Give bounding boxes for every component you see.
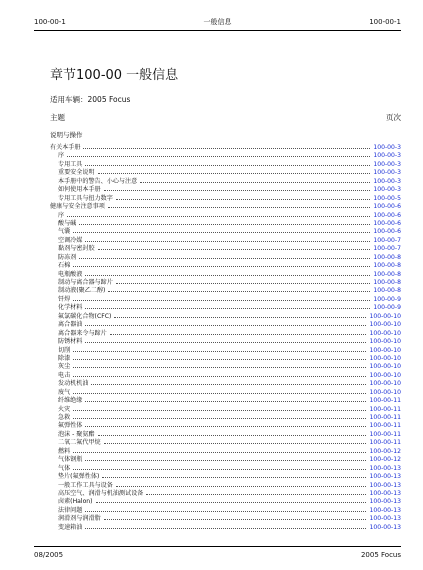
toc-entry-label: 除漆 bbox=[58, 354, 71, 362]
toc-page-link[interactable]: 100-00-3 bbox=[373, 144, 401, 151]
header-divider bbox=[34, 30, 401, 31]
page-header bbox=[34, 16, 401, 28]
toc-entry[interactable] bbox=[50, 295, 401, 303]
toc-page-link[interactable]: 100-00-10 bbox=[369, 354, 401, 362]
dot-leader bbox=[85, 236, 370, 242]
toc-entry[interactable] bbox=[50, 202, 401, 210]
toc-entry-label: 序 bbox=[58, 211, 65, 219]
page-title: 章节100-00 一般信息 bbox=[50, 68, 179, 83]
toc-entry[interactable] bbox=[50, 489, 401, 497]
toc-page-link[interactable]: 100-00-13 bbox=[369, 506, 401, 514]
toc-entry-label: 法律问题 bbox=[58, 506, 83, 514]
toc-entry-label: 灰尘 bbox=[58, 363, 71, 371]
toc-entry-label: 电击 bbox=[58, 371, 71, 379]
toc-entry-label: 制动与离合器与蹄片 bbox=[58, 279, 113, 286]
toc-page-link[interactable]: 100-00-13 bbox=[369, 481, 401, 489]
dot-leader bbox=[73, 464, 366, 470]
toc-entry-label: 防冻剂 bbox=[58, 253, 77, 261]
dot-leader bbox=[102, 472, 366, 478]
toc-entry-label: 离合器油 bbox=[58, 321, 83, 329]
toc-entry[interactable] bbox=[50, 379, 401, 387]
toc-page-link[interactable]: 100-00-6 bbox=[373, 219, 401, 227]
footer-model: 2005 Focus bbox=[360, 551, 401, 559]
toc-page-link[interactable]: 100-00-10 bbox=[369, 380, 401, 388]
toc-entry-label: 燃料 bbox=[58, 447, 71, 455]
toc-entry[interactable] bbox=[50, 227, 401, 235]
toc-entry[interactable] bbox=[50, 303, 401, 311]
toc-page-link[interactable]: 100-00-8 bbox=[373, 253, 401, 261]
toc-entry[interactable] bbox=[50, 177, 401, 185]
toc-page-link[interactable]: 100-00-10 bbox=[369, 363, 401, 371]
toc-page-link[interactable]: 100-00-10 bbox=[369, 346, 401, 354]
dot-leader bbox=[73, 388, 366, 394]
page-column-header: 页次 bbox=[386, 113, 401, 122]
dot-leader bbox=[104, 185, 371, 191]
dot-leader bbox=[67, 211, 370, 217]
toc-entry[interactable] bbox=[50, 194, 401, 202]
toc-page-link[interactable]: 100-00-7 bbox=[373, 236, 401, 244]
toc-entry[interactable] bbox=[50, 143, 401, 151]
toc-page-link[interactable]: 100-00-7 bbox=[373, 245, 401, 253]
toc-entry[interactable] bbox=[50, 438, 401, 446]
toc-page-link[interactable]: 100-00-11 bbox=[369, 414, 401, 421]
dot-leader bbox=[85, 270, 370, 276]
dot-leader bbox=[79, 253, 370, 259]
header-title: 一般信息 bbox=[203, 18, 232, 26]
toc-page-link[interactable]: 100-00-13 bbox=[369, 464, 401, 472]
toc-entry-label: 空调冷媒 bbox=[58, 236, 83, 244]
toc-page-link[interactable]: 100-00-3 bbox=[373, 177, 401, 185]
toc-entry[interactable] bbox=[50, 253, 401, 261]
toc-page-link[interactable]: 100-00-3 bbox=[373, 152, 401, 160]
dot-leader bbox=[85, 523, 366, 529]
dot-leader bbox=[98, 168, 371, 174]
toc-entry-label: 垫片(氟弹性体) bbox=[58, 473, 100, 481]
toc-page-link[interactable]: 100-00-11 bbox=[369, 430, 401, 438]
toc-entry[interactable] bbox=[50, 236, 401, 244]
toc-entry[interactable] bbox=[50, 472, 401, 480]
toc-page-link[interactable]: 100-00-10 bbox=[369, 312, 401, 320]
dot-leader bbox=[79, 219, 370, 225]
toc-page-link[interactable]: 100-00-12 bbox=[369, 447, 401, 455]
toc-page-link[interactable]: 100-00-9 bbox=[373, 304, 401, 312]
toc-entry-label: 气体钢瓶 bbox=[58, 456, 83, 464]
section-heading: 说明与操作 bbox=[50, 131, 83, 139]
dot-leader bbox=[108, 202, 370, 208]
toc-entry[interactable] bbox=[50, 261, 401, 269]
toc-entry[interactable] bbox=[50, 413, 401, 421]
header-section-number-right: 100-00-1 bbox=[369, 18, 401, 26]
dot-leader bbox=[98, 430, 367, 436]
toc-page-link[interactable]: 100-00-9 bbox=[373, 295, 401, 303]
footer-divider bbox=[34, 546, 401, 547]
toc-page-link[interactable]: 100-00-11 bbox=[369, 439, 401, 447]
dot-leader bbox=[73, 413, 366, 419]
toc-entry-label: 废气 bbox=[58, 388, 71, 396]
toc-entry[interactable] bbox=[50, 447, 401, 455]
toc-entry[interactable] bbox=[50, 270, 401, 278]
dot-leader bbox=[73, 227, 370, 233]
toc-page-link[interactable]: 100-00-13 bbox=[369, 498, 401, 506]
page-footer bbox=[34, 549, 401, 561]
toc-entry[interactable] bbox=[50, 337, 401, 345]
toc-page-link[interactable]: 100-00-13 bbox=[369, 523, 401, 531]
toc-page-link[interactable]: 100-00-13 bbox=[369, 489, 401, 497]
toc-page-link[interactable]: 100-00-8 bbox=[373, 270, 401, 278]
toc-page-link[interactable]: 100-00-3 bbox=[373, 160, 401, 168]
toc-page-link[interactable]: 100-00-8 bbox=[373, 262, 401, 270]
toc-entry-label: 二氧二氟代甲烷 bbox=[58, 439, 101, 447]
toc-entry[interactable] bbox=[50, 506, 401, 514]
dot-leader bbox=[73, 261, 370, 267]
table-of-contents bbox=[50, 143, 401, 531]
toc-entry[interactable] bbox=[50, 312, 401, 320]
dot-leader bbox=[73, 354, 366, 360]
toc-entry[interactable] bbox=[50, 286, 401, 294]
toc-entry[interactable] bbox=[50, 329, 401, 337]
toc-entry-label: 离合器来令与蹄片 bbox=[58, 329, 107, 337]
toc-page-link[interactable]: 100-00-3 bbox=[373, 186, 401, 194]
toc-entry-label: 专用工具 bbox=[58, 160, 83, 168]
toc-entry[interactable] bbox=[50, 346, 401, 354]
toc-entry[interactable] bbox=[50, 523, 401, 531]
toc-entry-label: 专用工具与扭力数字 bbox=[58, 194, 113, 202]
toc-page-link[interactable]: 100-00-10 bbox=[369, 388, 401, 396]
dot-leader bbox=[110, 329, 367, 335]
toc-entry-label: 急救 bbox=[58, 414, 71, 421]
toc-page-link[interactable]: 100-00-11 bbox=[369, 405, 401, 413]
toc-entry[interactable] bbox=[50, 185, 401, 193]
toc-entry[interactable] bbox=[50, 421, 401, 429]
toc-entry-label: 钎焊 bbox=[58, 295, 71, 303]
dot-leader bbox=[85, 160, 370, 166]
dot-leader bbox=[116, 278, 370, 284]
toc-entry[interactable] bbox=[50, 396, 401, 404]
dot-leader bbox=[85, 320, 366, 326]
toc-entry-label: 发动机机油 bbox=[58, 380, 89, 388]
toc-page-link[interactable]: 100-00-10 bbox=[369, 321, 401, 329]
toc-entry[interactable] bbox=[50, 168, 401, 176]
dot-leader bbox=[73, 362, 366, 368]
toc-entry[interactable] bbox=[50, 455, 401, 463]
dot-leader bbox=[83, 143, 370, 149]
toc-entry[interactable] bbox=[50, 219, 401, 227]
toc-entry[interactable] bbox=[50, 278, 401, 286]
toc-entry-label: 氟氯碳化合物(CFC) bbox=[58, 312, 112, 320]
toc-entry-label: 气体 bbox=[58, 464, 71, 472]
footer-date: 08/2005 bbox=[34, 551, 64, 559]
toc-entry-label: 一般工作工具与设备 bbox=[58, 481, 113, 489]
toc-page-link[interactable]: 100-00-3 bbox=[373, 169, 401, 177]
toc-entry-label: 纤维绝缘 bbox=[58, 397, 83, 405]
dot-leader bbox=[73, 447, 366, 453]
toc-entry-label: 如何使用本手册 bbox=[58, 186, 101, 194]
toc-entry-label: 变速箱油 bbox=[58, 523, 83, 531]
toc-page-link[interactable]: 100-00-6 bbox=[373, 228, 401, 236]
toc-entry-label: 润滑剂与润滑脂 bbox=[58, 515, 101, 523]
toc-entry-label: 电瓶酸液 bbox=[58, 270, 83, 278]
dot-leader bbox=[116, 481, 367, 487]
dot-leader bbox=[104, 514, 367, 520]
toc-entry-label: 高压空气、润滑与机油测试设备 bbox=[58, 489, 144, 497]
toc-entry[interactable] bbox=[50, 464, 401, 472]
dot-leader bbox=[73, 346, 366, 352]
dot-leader bbox=[67, 151, 370, 157]
toc-entry[interactable] bbox=[50, 514, 401, 522]
toc-entry-label: 石棉 bbox=[58, 262, 71, 270]
toc-entry-label: 黏剂与密封胶 bbox=[58, 245, 95, 253]
dot-leader bbox=[73, 371, 366, 377]
toc-entry[interactable] bbox=[50, 160, 401, 168]
dot-leader bbox=[108, 286, 370, 292]
toc-page-link[interactable]: 100-00-12 bbox=[369, 456, 401, 464]
toc-entry[interactable] bbox=[50, 371, 401, 379]
dot-leader bbox=[98, 244, 371, 250]
toc-page-link[interactable]: 100-00-10 bbox=[369, 329, 401, 337]
toc-entry-label: 化学材料 bbox=[58, 304, 83, 312]
toc-entry[interactable] bbox=[50, 405, 401, 413]
toc-page-link[interactable]: 100-00-10 bbox=[369, 371, 401, 379]
dot-leader bbox=[146, 489, 366, 495]
toc-entry[interactable] bbox=[50, 362, 401, 370]
toc-entry[interactable] bbox=[50, 244, 401, 252]
toc-page-link[interactable]: 100-00-13 bbox=[369, 473, 401, 481]
toc-page-link[interactable]: 100-00-13 bbox=[369, 515, 401, 523]
toc-entry[interactable] bbox=[50, 481, 401, 489]
toc-entry[interactable] bbox=[50, 497, 401, 505]
dot-leader bbox=[85, 506, 366, 512]
toc-entry[interactable] bbox=[50, 354, 401, 362]
toc-entry-label: 有关本手册 bbox=[50, 144, 81, 151]
dot-leader bbox=[73, 295, 370, 301]
header-section-number-left: 100-00-1 bbox=[34, 18, 66, 26]
toc-entry-label: 健康与安全注意事项 bbox=[50, 203, 105, 211]
toc-entry-label: 序 bbox=[58, 152, 65, 160]
dot-leader bbox=[85, 455, 366, 461]
toc-page-link[interactable]: 100-00-10 bbox=[369, 338, 401, 346]
toc-entry[interactable] bbox=[50, 320, 401, 328]
dot-leader bbox=[96, 497, 367, 503]
toc-entry-label: 酸与碱 bbox=[58, 219, 77, 227]
toc-entry-label: 泡沫 - 聚氨酯 bbox=[58, 430, 95, 438]
toc-entry-label: 切削 bbox=[58, 346, 71, 354]
toc-entry[interactable] bbox=[50, 430, 401, 438]
toc-entry-label: 制动液(聚乙二醇) bbox=[58, 287, 106, 295]
topic-column-header: 主题 bbox=[50, 113, 65, 122]
toc-entry-label: 重要安全说明 bbox=[58, 169, 95, 177]
toc-page-link[interactable]: 100-00-6 bbox=[373, 211, 401, 219]
dot-leader bbox=[104, 438, 367, 444]
toc-entry[interactable] bbox=[50, 388, 401, 396]
dot-leader bbox=[85, 303, 370, 309]
toc-entry-label: 防锈材料 bbox=[58, 338, 83, 346]
dot-leader bbox=[85, 421, 366, 427]
dot-leader bbox=[91, 379, 366, 385]
dot-leader bbox=[85, 396, 366, 402]
toc-entry-label: 卤素(Halon) bbox=[58, 498, 93, 506]
applicable-vehicle: 适用车辆：2005 Focus bbox=[50, 95, 131, 104]
toc-page-link[interactable]: 100-00-8 bbox=[373, 287, 401, 295]
toc-page-link[interactable]: 100-00-5 bbox=[373, 194, 401, 202]
dot-leader bbox=[85, 337, 366, 343]
toc-entry-label: 气囊 bbox=[58, 228, 71, 236]
dot-leader bbox=[116, 194, 370, 200]
dot-leader bbox=[140, 177, 370, 183]
toc-entry[interactable] bbox=[50, 151, 401, 159]
toc-entry-label: 本手册中的警告、小心与注意 bbox=[58, 177, 138, 185]
toc-entry-label: 火灾 bbox=[58, 405, 71, 413]
toc-page-link[interactable]: 100-00-11 bbox=[369, 397, 401, 405]
toc-entry-label: 氟弹性体 bbox=[58, 422, 83, 430]
dot-leader bbox=[73, 405, 366, 411]
toc-page-link[interactable]: 100-00-11 bbox=[369, 422, 401, 430]
toc-entry[interactable] bbox=[50, 211, 401, 219]
toc-page-link[interactable]: 100-00-8 bbox=[373, 279, 401, 286]
dot-leader bbox=[114, 312, 366, 318]
toc-page-link[interactable]: 100-00-6 bbox=[373, 203, 401, 211]
